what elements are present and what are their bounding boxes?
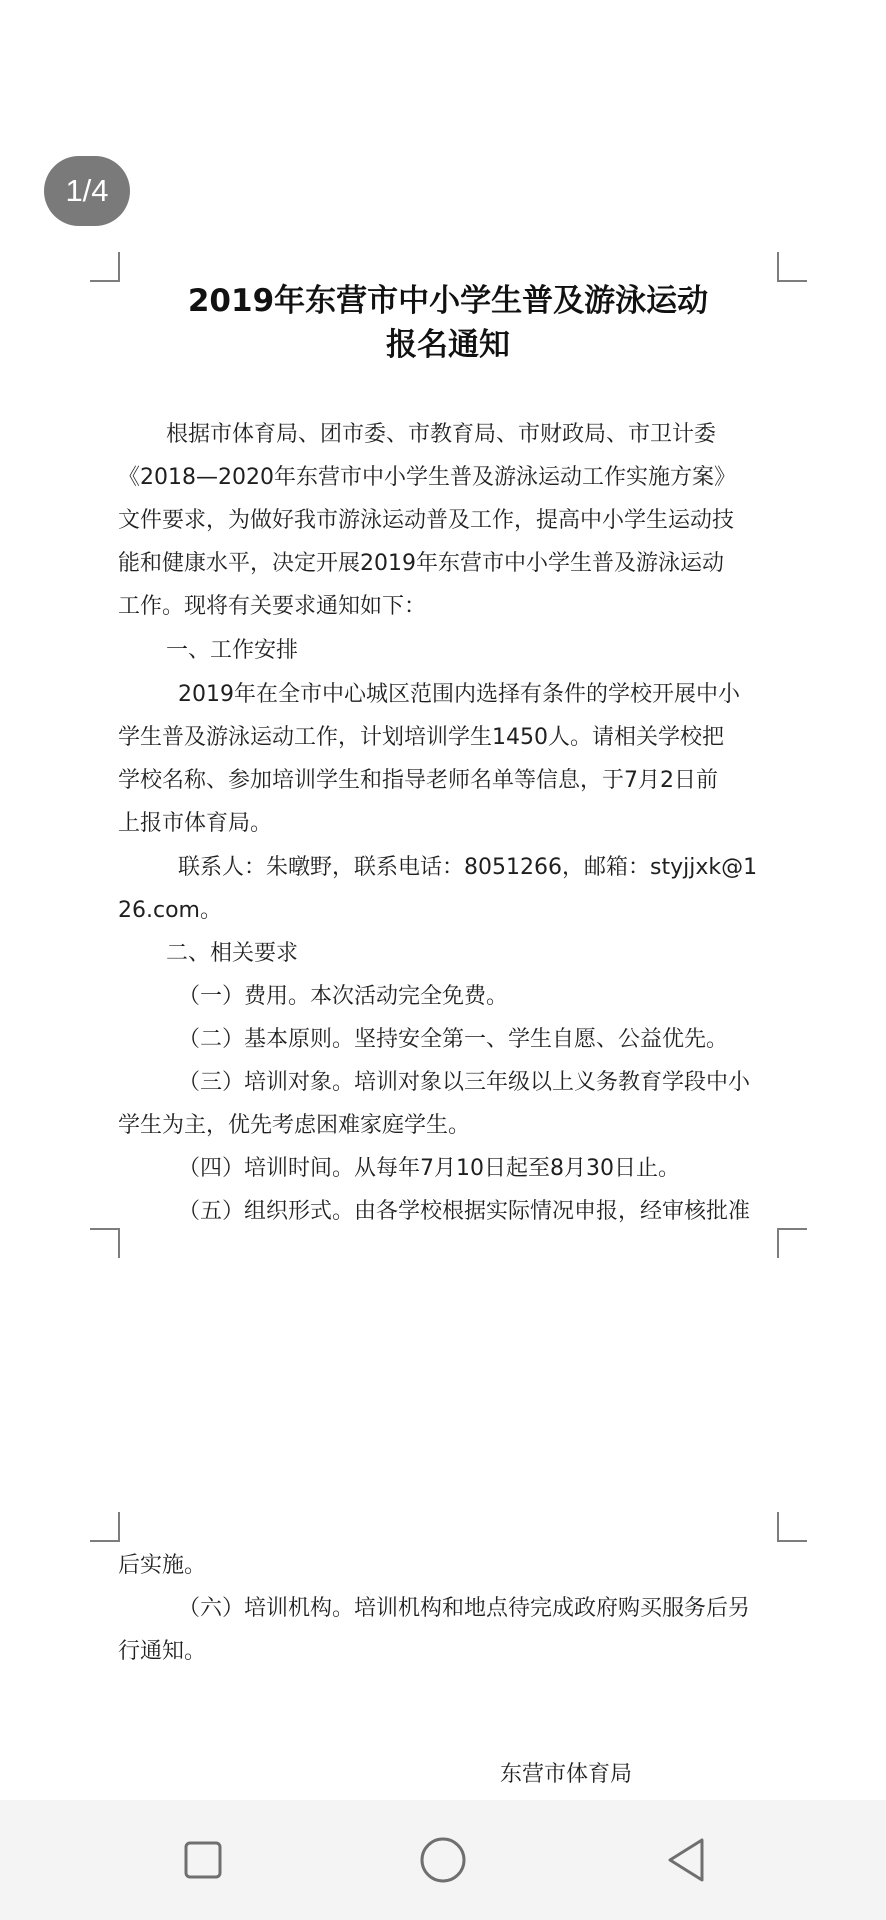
body-line: 上报市体育局。 — [118, 811, 273, 836]
body-line: 学校名称、参加培训学生和指导老师名单等信息，于7月2日前 — [118, 768, 718, 793]
signature: 东营市体育局 — [500, 1762, 633, 1787]
requirement-item: （一）费用。本次活动完全免费。 — [178, 984, 509, 1009]
body-line: 学生普及游泳运动工作，计划培训学生1450人。请相关学校把 — [118, 725, 724, 750]
body-line: 根据市体育局、团市委、市教育局、市财政局、市卫计委 — [166, 422, 717, 447]
requirement-item: 行通知。 — [118, 1639, 207, 1664]
requirement-item: （四）培训时间。从每年7月10日起至8月30日止。 — [178, 1156, 680, 1181]
square-icon — [173, 1830, 233, 1890]
home-button[interactable] — [383, 1800, 503, 1920]
recent-apps-button[interactable] — [143, 1800, 263, 1920]
document-title: 报名通知 — [386, 327, 510, 363]
crop-mark-bottom-left — [90, 1228, 120, 1258]
requirement-item: （二）基本原则。坚持安全第一、学生自愿、公益优先。 — [178, 1027, 729, 1052]
section-heading: 一、工作安排 — [166, 638, 299, 663]
contact-line: 联系人：朱暾野，联系电话：8051266，邮箱：styjjxk@1 — [178, 855, 758, 880]
navigation-bar — [0, 1800, 886, 1920]
crop-mark-top-right — [777, 1512, 807, 1542]
crop-mark-top-left — [90, 1512, 120, 1542]
crop-mark-top-right — [777, 252, 807, 282]
requirement-item: 学生为主，优先考虑困难家庭学生。 — [118, 1113, 471, 1138]
document-title: 2019年东营市中小学生普及游泳运动 — [187, 283, 709, 319]
contact-line: 26.com。 — [118, 898, 222, 923]
circle-icon — [413, 1830, 473, 1890]
back-triangle-icon — [656, 1830, 716, 1890]
requirement-item: （三）培训对象。培训对象以三年级以上义务教育学段中小 — [178, 1070, 751, 1095]
body-line: 工作。现将有关要求通知如下： — [118, 594, 427, 619]
body-line: 2019年在全市中心城区范围内选择有条件的学校开展中小 — [178, 682, 740, 707]
body-line: 《2018—2020年东营市中小学生普及游泳运动工作实施方案》 — [118, 465, 736, 490]
body-line: 文件要求，为做好我市游泳运动普及工作，提高中小学生运动技 — [118, 508, 735, 533]
requirement-item: （五）组织形式。由各学校根据实际情况申报，经审核批准 — [178, 1199, 751, 1224]
requirement-item: 后实施。 — [118, 1553, 207, 1578]
page-indicator: 1/4 — [44, 156, 130, 226]
requirement-item: （六）培训机构。培训机构和地点待完成政府购买服务后另 — [178, 1596, 751, 1621]
section-heading: 二、相关要求 — [166, 941, 299, 966]
back-button[interactable] — [626, 1800, 746, 1920]
body-line: 能和健康水平，决定开展2019年东营市中小学生普及游泳运动 — [118, 551, 724, 576]
crop-mark-bottom-right — [777, 1228, 807, 1258]
crop-mark-top-left — [90, 252, 120, 282]
